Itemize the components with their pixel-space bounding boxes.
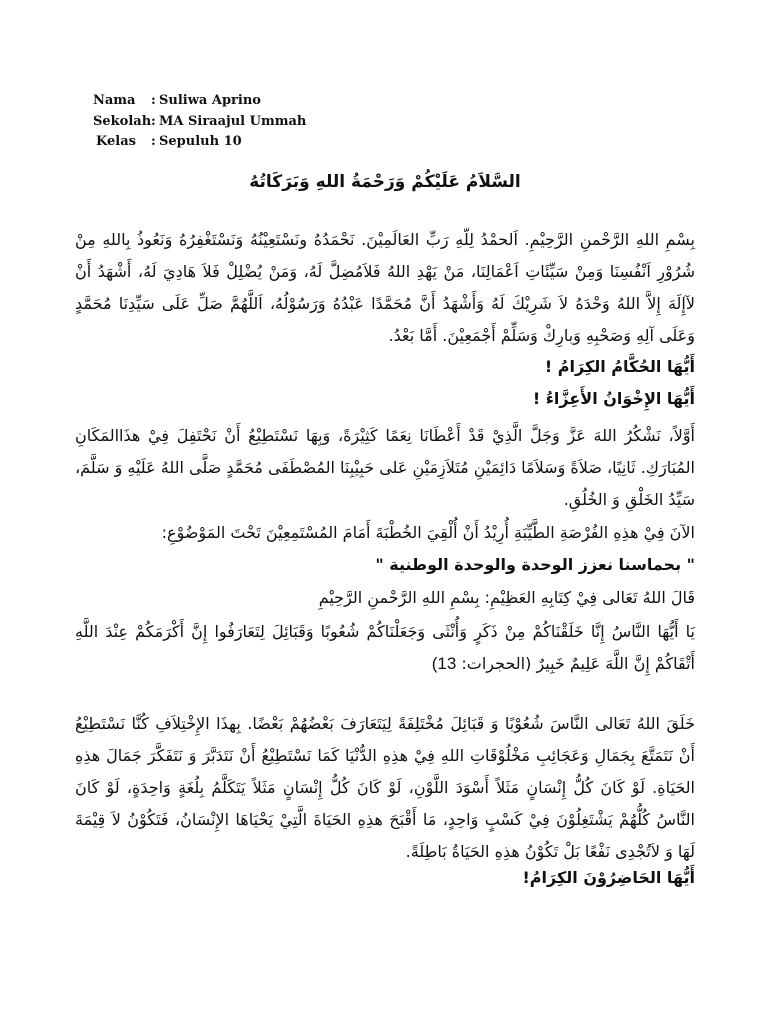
school-row [93,112,393,133]
topic-intro: الآنَ فِيْ هذِهِ الفُرْصَةِ الطَّيِّبَةِ أُرِيْدُ أَنْ أُلْقِيَ الخُطْبَةَ أَمَامَ المُسْتَمِعِيْنَ تَحْتَ المَوْضُوْعِ: [161,523,695,542]
quran-verse [75,616,695,680]
name-separator: : [151,93,156,108]
thanks-paragraph: أَوَّلاً، نَشْكُرُ اللهَ عَزَّ وَجَلَّ الَّذِيْ قَدْ أَعْطَانَا نِعَمًا كَثِيْرَةً، وَبِهَا نَسْتَطِيْعُ أَنْ نَحْتَفِلَ فِيْ هذَاالمَكَانِ المُبَارَكِ. ثَانِيًا، صَلاَةً وَسَلاَمًا دَائِمَيْنِ مُتَلاَزِمَيْنِ عَلى حَبِيْبِنَا المُصْطَفَى مُحَمَّدٍ صَلَّى اللهُ عَلَيْهِ وَ سَلَّمَ، سَيِّدُ الخَلْقِ وَ الخُلُقِ. [74,426,695,509]
speech-topic-title: " بحماسنا نعزز الوحدة والوحدة الوطنية " [375,555,695,574]
quran-intro: قَالَ اللهُ تَعَالى فِيْ كِتَابِهِ العَظِيْمِ: بِسْمِ اللهِ الرَّحْمنِ الرَّحِيْمِ [318,588,695,607]
address-judges: أَيُّهَا الحُكَّامُ الكِرَامُ ! [544,357,695,376]
school-separator: : [151,113,156,129]
greeting-heading: السَّلاَمُ عَلَيْكُمْ وَرَحْمَةُ اللهِ وَبَرَكَاتُهُ [249,172,521,192]
school-label: Sekolah [93,113,152,129]
name-row [93,91,393,112]
class-separator: : [151,134,156,149]
name-value: Suliwa Aprino [159,93,261,108]
student-info-header [93,91,393,153]
school-value: MA Siraajul Ummah [159,113,307,129]
opening-paragraph: بِسْمِ اللهِ الرَّحْمنِ الرَّحِيْمِ. اَلحمْدُ لِلّهِ رَبِّ العَالَمِيْنَ. نَحْمَدُهُ ونَسْتَعِيْنُهُ وَنَسْتَغْفِرُهُ وَنَعُوذُ بِاللهِ مِنْ شُرُوْرِ اَنْفُسِنَا وَمِنْ سَيِّئَاتِ اَعْمَالِنَا، مَنْ يَهْدِ اللهُ فَلاَمُضِلَّ لَهُ، وَمَنْ يُضْلِلْ فَلاَ هَادِيَ لَهُ، أَشْهَدُ أَنْ لآإِلَهَ إِلاَّ اللهُ وَحْدَهُ لاَ شَرِيْكَ لَهُ وَأَشْهَدُ أَنَّ مُحَمَّدًا عَبْدُهُ وَرَسُوْلُهُ، اَللَّهُمَّ صَلِّ عَلَى سَيِّدِنَا مُحَمَّدٍ وَعَلَى آلِهِ وَصَحْبِهِ وَبارِكْ وَسَلِّمْ أَجْمَعِيْنَ. أَمَّا بَعْدُ. [75,230,695,345]
quran-verse-number: 13) [431,654,457,673]
class-label: Kelas [96,134,136,149]
quran-verse-text: يَا أَيُّهَا النَّاسُ إِنَّا خَلَقْنَاكُمْ مِنْ ذَكَرٍ وَأُنْثَى وَجَعَلْنَاكُمْ شُعُوبًا وَقَبَائِلَ لِتَعَارَفُوا إِنَّ أَكْرَمَكُمْ عِنْدَ اللَّهِ أَتْقَاكُمْ إِنَّ اللَّهَ عَلِيمٌ خَبِيرٌ (الحجرات: [75,622,695,673]
address-brothers: أَيُّهَا الإِخْوَانُ الأَعِزَّاءُ ! [532,389,695,408]
class-row [93,132,393,153]
name-label: Nama [93,93,136,108]
closing-address: أَيُّهَا الحَاضِرُوْنَ الكِرَامُ! [522,868,695,887]
body-paragraph: خَلَقَ اللهُ تَعَالى النَّاسَ شُعُوْبًا وَ قَبَائِلَ مُخْتَلِفَةً لِيَتَعَارَفَ بَعْضُهُمْ بَعْضًا. بِهذَا الإِخْتِلاَفِ كُنَّا نَسْتَطِيْعُ أَنْ نَتَمَتَّعَ بِجَمَالِ وَعَجَائِبِ مَخْلُوْقَاتِ اللهِ فِيْ هذِهِ الدُّنْيَا كَمَا نَسْتَطِيْعُ أَنْ نَتَدَبَّرَ وَ نَتَفَكَّرَ جَمَالَ هذِهِ الحَيَاةِ. لَوْ كَانَ كُلُّ إِنْسَانٍ مَثَلاً أَسْوَدَ اللَّوْنِ، لَوْ كَانَ كُلُّ إِنْسَانٍ مَثَلاً يَتَكَلَّمُ بِلُغَةٍ وَاحِدَةٍ، لَوْ كَانَ النَّاسُ كُلُّهُمْ يَشْتَغِلُوْنَ فِيْ كَسْبٍ وَاحِدٍ، مَا أَقْبَحَ هذِهِ الحَيَاةَ الَّتِيْ يَحْيَاهَا الإِنْسَانُ، فَتَكُوْنُ لاَ قِيْمَةَ لَهَا وَ لاَتُجْدِى نَفْعًا بَلْ تَكُوْنُ هذِهِ الحَيَاةُ بَاطِلَةً. [75,714,695,861]
class-value: Sepuluh 10 [159,134,242,149]
